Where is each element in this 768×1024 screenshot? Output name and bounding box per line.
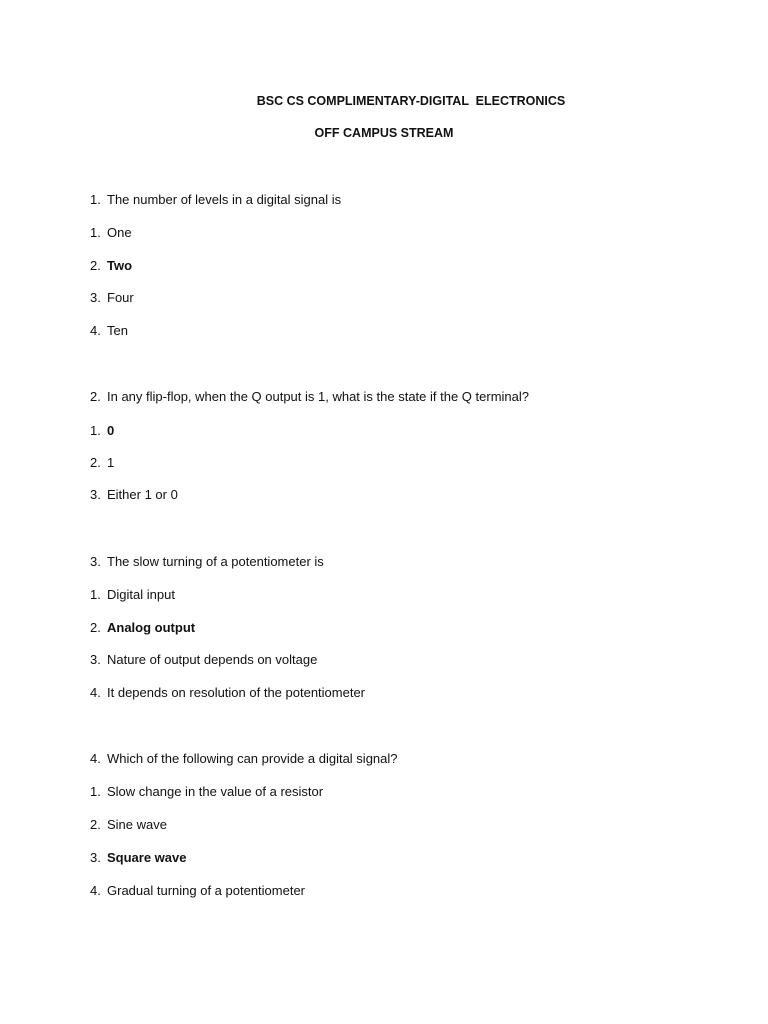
- option-item: [90, 882, 305, 900]
- question-1: [90, 191, 341, 209]
- option-number: 4.: [90, 685, 101, 700]
- option-number: 1.: [90, 587, 101, 602]
- option-item: [90, 684, 365, 702]
- option-text: Either 1 or 0: [107, 487, 178, 502]
- option-item: [90, 422, 114, 440]
- document-title: BSC CS COMPLIMENTARY-DIGITAL ELECTRONICS: [256, 94, 566, 108]
- option-number: 2.: [90, 817, 101, 832]
- option-item: [90, 289, 134, 307]
- option-item: [90, 816, 167, 834]
- option-number: 2.: [90, 620, 101, 635]
- option-number: 3.: [90, 290, 101, 305]
- option-text: It depends on resolution of the potentiometer: [107, 685, 366, 700]
- question-4: [90, 750, 398, 768]
- option-item: [90, 619, 195, 637]
- option-item: [90, 322, 128, 340]
- option-text: 1: [107, 455, 115, 470]
- question-number: 4.: [90, 751, 101, 766]
- correct-option-text: 0: [107, 423, 115, 438]
- option-text: One: [107, 225, 132, 240]
- option-number: 2.: [90, 258, 101, 273]
- option-number: 1.: [90, 423, 101, 438]
- question-number: 2.: [90, 389, 101, 404]
- option-number: 4.: [90, 883, 101, 898]
- option-item: [90, 651, 317, 669]
- option-text: Four: [107, 290, 134, 305]
- correct-option-text: Two: [107, 258, 133, 273]
- option-text: Sine wave: [107, 817, 167, 832]
- option-number: 4.: [90, 323, 101, 338]
- option-number: 1.: [90, 784, 101, 799]
- option-item: [90, 849, 187, 867]
- question-2: [90, 388, 529, 406]
- option-text: Nature of output depends on voltage: [107, 652, 318, 667]
- question-text: Which of the following can provide a digital signal?: [107, 751, 398, 766]
- option-item: [90, 486, 178, 504]
- option-text: Ten: [107, 323, 128, 338]
- option-number: 2.: [90, 455, 101, 470]
- option-text: Slow change in the value of a resistor: [107, 784, 324, 799]
- option-number: 1.: [90, 225, 101, 240]
- option-item: [90, 783, 323, 801]
- question-number: 1.: [90, 192, 101, 207]
- option-item: [90, 454, 114, 472]
- option-item: [90, 257, 132, 275]
- question-text: The number of levels in a digital signal is: [107, 192, 342, 207]
- question-3: [90, 553, 324, 571]
- correct-option-text: Square wave: [107, 850, 187, 865]
- question-number: 3.: [90, 554, 101, 569]
- option-number: 3.: [90, 487, 101, 502]
- document-subtitle: OFF CAMPUS STREAM: [314, 126, 454, 140]
- question-text: In any flip-flop, when the Q output is 1, what is the state if the Q terminal?: [107, 389, 529, 404]
- option-item: [90, 224, 132, 242]
- option-number: 3.: [90, 652, 101, 667]
- option-item: [90, 586, 175, 604]
- option-number: 3.: [90, 850, 101, 865]
- option-text: Digital input: [107, 587, 175, 602]
- question-text: The slow turning of a potentiometer is: [107, 554, 324, 569]
- option-text: Gradual turning of a potentiometer: [107, 883, 306, 898]
- correct-option-text: Analog output: [107, 620, 196, 635]
